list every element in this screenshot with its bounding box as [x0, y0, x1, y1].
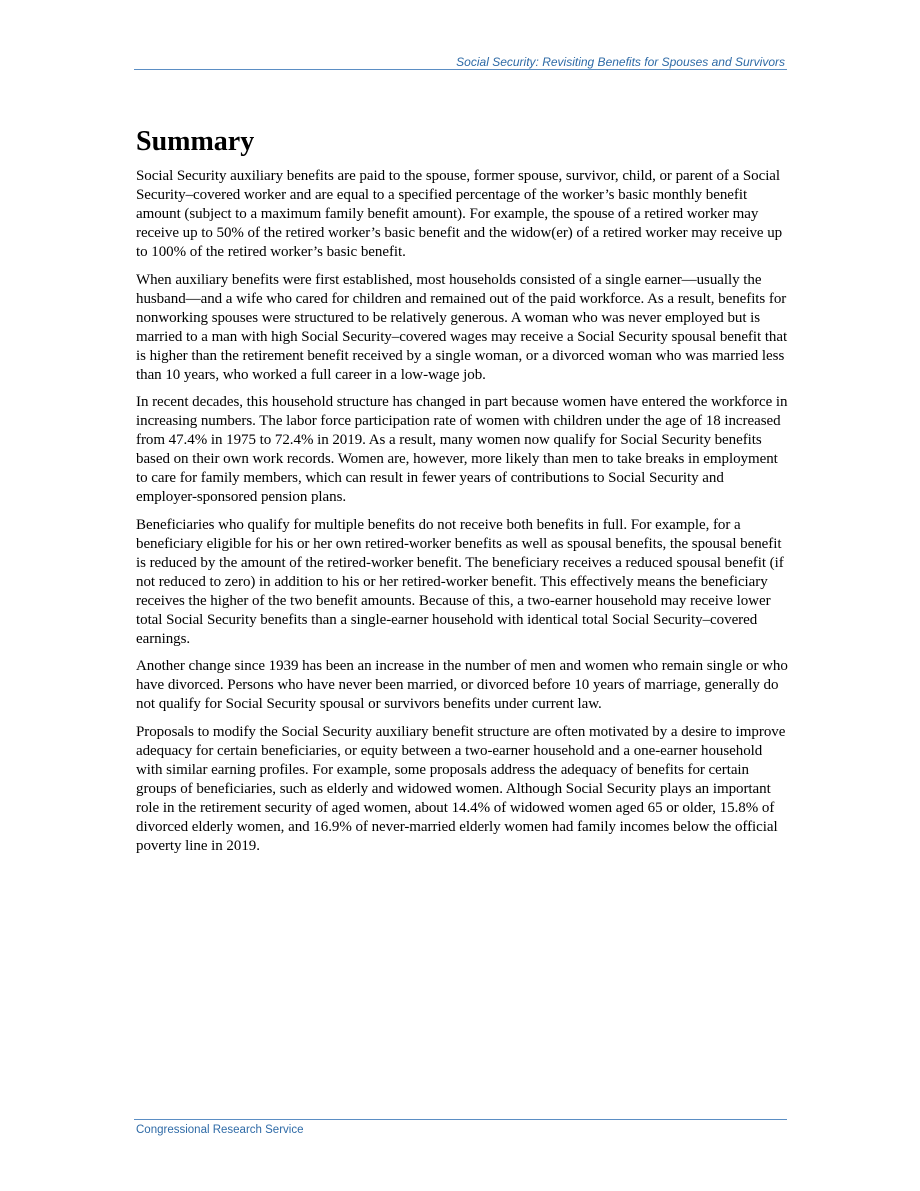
- summary-paragraph-1: Social Security auxiliary benefits are paid to the spouse, former spouse, survivor, child, or parent of a Social Security–covered worker and are equal to a specified percentage of the worker’s basic monthly benefit amount (subject to a maximum family benefit amount). For example, the spouse of a retired worker may receive up to 50% of the retired worker’s basic benefit and the widow(er) of a retired worker may receive up to 100% of the retired worker’s basic benefit.: [136, 168, 783, 260]
- document-body: [136, 124, 788, 864]
- section-heading: Summary: [136, 126, 255, 157]
- footer-organization: Congressional Research Service: [136, 1124, 304, 1136]
- summary-paragraph-6: Proposals to modify the Social Security auxiliary benefit structure are often motivated by a desire to improve adequacy for certain beneficiaries, or equity between a two-earner household and a one-earner household with similar earning profiles. For example, some proposals address the adequacy of benefits for certain groups of beneficiaries, such as elderly and widowed women. Although Social Security plays an important role in the retirement security of aged women, about 14.4% of widowed women aged 65 or older, 15.8% of divorced elderly women, and 16.9% of never-married elderly women had family incomes below the official poverty line in 2019.: [136, 723, 786, 854]
- running-header-title: Social Security: Revisiting Benefits for Spouses and Survivors: [456, 55, 785, 69]
- summary-paragraph-5: Another change since 1939 has been an increase in the number of men and women who remain single or who have divorced. Persons who have never been married, or divorced before 10 years of marriage, generally do not qualify for Social Security spousal or survivors benefits under current law.: [136, 658, 788, 712]
- summary-paragraph-2: When auxiliary benefits were first established, most households consisted of a single earner—usually the husband—and a wife who cared for children and remained out of the paid workforce. As a result, benefits for nonworking spouses were structured to be relatively generous. A woman who was never employed but is married to a man with high Social Security–covered wages may receive a Social Security spousal benefit that is higher than the retirement benefit received by a single woman, or a divorced woman who was married less than 10 years, who worked a full career in a low-wage job.: [136, 271, 788, 383]
- footer-divider: [134, 1119, 787, 1120]
- summary-paragraph-3: In recent decades, this household structure has changed in part because women have entered the workforce in increasing numbers. The labor force participation rate of women with children under the age of 18 increased from 47.4% in 1975 to 72.4% in 2019. As a result, many women now qualify for Social Security benefits based on their own work records. Women are, however, more likely than men to take breaks in employment to care for family members, which can result in fewer years of contributions to Social Security and employer-sponsored pension plans.: [136, 394, 788, 505]
- header-divider: [134, 69, 787, 70]
- summary-paragraph-4: Beneficiaries who qualify for multiple benefits do not receive both benefits in full. For example, for a beneficiary eligible for his or her own retired-worker benefits as well as spousal benefits, the spousal benefit is reduced by the amount of the retired-worker benefit. The beneficiary receives a reduced spousal benefit (if not reduced to zero) in addition to his or her retired-worker benefit. This effectively means the beneficiary receives the higher of the two benefit amounts. Because of this, a two-earner household may receive lower total Social Security benefits than a single-earner household with identical total Social Security–covered earnings.: [136, 516, 784, 647]
